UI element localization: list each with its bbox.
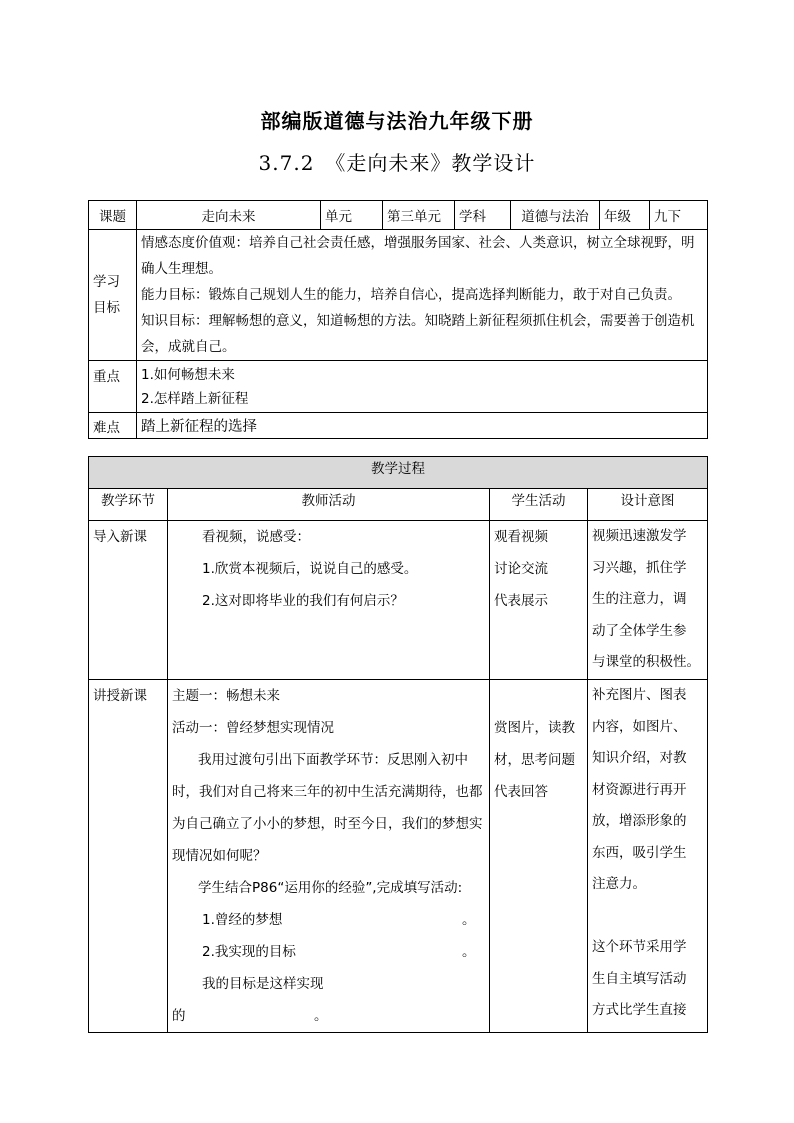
purpose-line: 内容，如图片、: [592, 718, 687, 735]
subject-label: 学科: [455, 201, 511, 230]
purpose-line: 与课堂的积极性。: [592, 654, 700, 670]
student-line: 观看视频: [494, 529, 548, 545]
teacher-cell: [168, 680, 490, 1033]
unit-label: 单元: [321, 201, 383, 230]
process-header: 教学过程: [89, 457, 708, 489]
purpose-line: 注意力。: [592, 876, 646, 892]
purpose-line: 习兴趣，抓住学: [592, 559, 687, 576]
teacher-line: 2.这对即将毕业的我们有何启示？: [202, 593, 404, 609]
student-line: 讨论交流: [494, 561, 548, 577]
purpose-line: 材资源进行再开: [592, 781, 687, 798]
info-table: [88, 200, 708, 439]
teacher-paragraph: 我用过渡句引出下面教学环节：反思刚入初中时，我们对自己将来三年的初中生活充满期待，也都为自己确立了小小的梦想，时至今日，我们的梦想实现情况如何呢？: [172, 752, 483, 864]
student-line: 材，思考问题: [494, 752, 575, 768]
purpose-line: 这个环节采用学: [592, 939, 687, 955]
purpose-line: 补充图片、图表: [592, 687, 687, 703]
theme-line: 主题一：畅想未来: [172, 688, 280, 704]
fill-line-2: 2.我实现的目标 。: [202, 944, 476, 960]
grade-label: 年级: [600, 201, 650, 230]
key-point: 2.怎样踏上新征程: [141, 390, 249, 407]
student-cell: [490, 521, 588, 680]
key-label: 重点: [89, 361, 137, 413]
student-line: 赏图片，读教: [494, 720, 575, 736]
key-points-cell: [137, 361, 708, 413]
fill-line-3: 我的目标是这样实现: [202, 976, 324, 992]
student-line: 代表展示: [494, 593, 548, 609]
stage-cell: 导入新课: [89, 521, 168, 680]
student-cell: [490, 680, 588, 1033]
subject-value: 道德与法治: [511, 201, 600, 230]
column-header: 设计意图: [588, 489, 708, 521]
difficulty-label: 难点: [89, 413, 137, 439]
student-line: 代表回答: [494, 784, 548, 800]
stage-cell: 讲授新课: [89, 680, 168, 1033]
table-row: [89, 680, 708, 1033]
purpose-line: 放，增添形象的: [592, 813, 687, 829]
purpose-line: 动了全体学生参: [592, 622, 687, 639]
column-header: 教学环节: [89, 489, 168, 521]
purpose-cell: [588, 521, 708, 680]
purpose-cell: [588, 680, 708, 1033]
purpose-line: 视频迅速激发学: [592, 528, 687, 544]
purpose-spacer: [592, 901, 703, 933]
unit-value: 第三单元: [383, 201, 455, 230]
fill-line-1: 1.曾经的梦想 。: [202, 912, 476, 928]
teacher-cell: [168, 521, 490, 680]
purpose-line: 生自主填写活动: [592, 970, 687, 987]
topic-label: 课题: [89, 201, 137, 230]
grade-value: 九下: [650, 201, 708, 230]
teacher-line: 看视频，说感受：: [202, 529, 310, 545]
column-header: 教师活动: [168, 489, 490, 521]
column-header: 学生活动: [490, 489, 588, 521]
fill-line-3b: 的 。: [172, 1008, 328, 1024]
topic-value: 走向未来: [137, 201, 321, 230]
goal-emotion: 情感态度价值观：培养自己社会责任感，增强服务国家、社会、人类意识，树立全球视野，明确人生理想。: [141, 235, 695, 277]
purpose-line: 生的注意力，调: [592, 591, 687, 607]
process-table: [88, 456, 708, 1033]
goal-ability: 能力目标：锻炼自己规划人生的能力，培养自信心，提高选择判断能力，敢于对自己负责。: [141, 287, 681, 303]
goals-label: 学习 目标: [89, 230, 137, 361]
document-subtitle: 3.7.2 《走向未来》教学设计: [258, 151, 536, 175]
difficulty-value: 踏上新征程的选择: [137, 413, 708, 439]
teacher-line: 1.欣赏本视频后，说说自己的感受。: [202, 561, 418, 577]
purpose-line: 东西，吸引学生: [592, 844, 687, 861]
purpose-line: 方式比学生直接: [592, 1002, 687, 1018]
goal-knowledge: 知识目标：理解畅想的意义，知道畅想的方法。知晓踏上新征程须抓住机会，需要善于创造机会，成就自己。: [141, 313, 695, 355]
activity-line: 活动一：曾经梦想实现情况: [172, 720, 334, 736]
document-title: 部编版道德与法治九年级下册: [260, 109, 534, 133]
purpose-line: 知识介绍，对教: [592, 750, 687, 766]
table-row: [89, 521, 708, 680]
goals-cell: [137, 230, 708, 361]
task-line: 学生结合P86“运用你的经验”,完成填写活动:: [198, 880, 463, 896]
key-point: 1.如何畅想未来: [141, 366, 235, 383]
